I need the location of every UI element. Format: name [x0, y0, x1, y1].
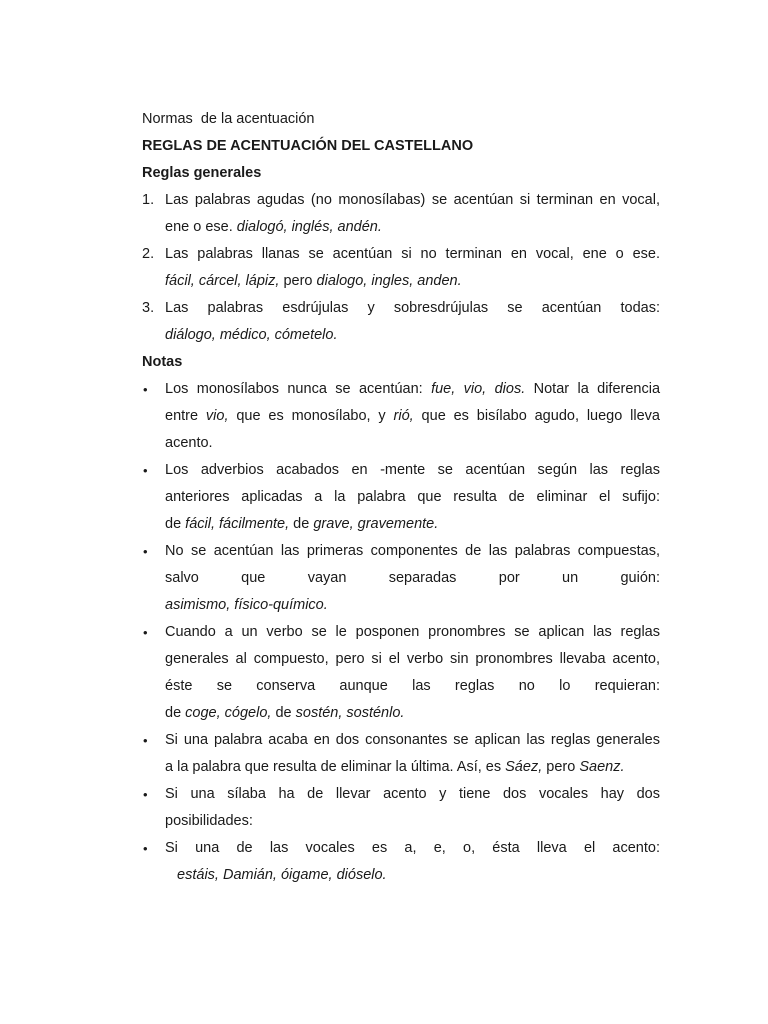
example-words: fue, vio, dios.	[431, 381, 526, 397]
text-line	[165, 457, 660, 484]
text-segment: generales al compuesto, pero si el verbo sin pronombres llevaba acento,	[165, 651, 660, 667]
general-rule-item	[142, 295, 660, 349]
text-line	[165, 241, 660, 268]
example-words: coge, cógelo,	[185, 705, 272, 721]
text-segment: acento.	[165, 435, 213, 451]
text-line	[165, 322, 660, 349]
example-words: vio,	[205, 408, 229, 424]
example-words: Saenz.	[579, 759, 625, 775]
general-rule-item	[142, 241, 660, 295]
general-rules-list	[142, 187, 660, 349]
text-segment: pero	[542, 759, 580, 775]
text-line	[165, 781, 660, 808]
bullet-icon: •	[143, 733, 148, 748]
text-line	[165, 592, 660, 619]
bullet-icon: •	[143, 382, 148, 397]
example-words: sostén, sosténlo.	[295, 705, 405, 721]
text-line	[165, 187, 660, 214]
notes-list	[142, 376, 660, 889]
text-line	[165, 646, 660, 673]
text-segment: Notar la diferencia	[525, 381, 661, 397]
text-segment: Si una sílaba ha de llevar acento y tiene dos vocales hay dos	[165, 786, 660, 802]
text-segment: Si una de las vocales es a, e, o, ésta lleva el acento:	[165, 840, 660, 856]
note-item	[142, 619, 660, 727]
bullet-icon: •	[143, 463, 148, 478]
text-line	[165, 700, 660, 727]
text-segment: de	[271, 705, 296, 721]
example-words: dialogo, ingles, anden.	[316, 273, 462, 289]
document-title: REGLAS DE ACENTUACIÓN DEL CASTELLANO	[142, 138, 474, 154]
example-words: grave, gravemente.	[313, 516, 439, 532]
text-segment: Las palabras agudas (no monosílabas) se acentúan si terminan en vocal,	[165, 192, 660, 208]
text-segment: de	[165, 705, 186, 721]
text-segment: No se acentúan las primeras componentes de las palabras compuestas,	[165, 543, 660, 559]
bullet-icon: •	[143, 787, 148, 802]
text-segment: éste se conserva aunque las reglas no lo requieran:	[165, 678, 660, 694]
note-item	[142, 538, 660, 619]
text-segment: Si una palabra acaba en dos consonantes se aplican las reglas generales	[165, 732, 660, 748]
text-segment: anteriores aplicadas a la palabra que resulta de eliminar el sufijo:	[165, 489, 660, 505]
text-segment: Los monosílabos nunca se acentúan:	[165, 381, 432, 397]
text-line	[165, 754, 660, 781]
text-segment: que es bisílabo agudo, luego lleva	[413, 408, 660, 424]
rule-number: 1.	[142, 192, 155, 208]
text-segment: Cuando a un verbo se le posponen pronombres se aplican las reglas	[165, 624, 660, 640]
text-line	[165, 835, 660, 862]
note-item	[142, 727, 660, 781]
text-line	[165, 484, 660, 511]
text-line	[165, 565, 660, 592]
text-segment: Las palabras llanas se acentúan si no terminan en vocal, ene o ese.	[165, 246, 660, 262]
example-words: estáis, Damián, óigame, dióselo.	[173, 867, 387, 883]
note-item	[142, 457, 660, 538]
example-words: diálogo, médico, cómetelo.	[165, 327, 338, 343]
example-words: fácil, fácilmente,	[185, 516, 290, 532]
text-segment: Las palabras esdrújulas y sobresdrújulas se acentúan todas:	[165, 300, 660, 316]
text-line	[165, 862, 660, 889]
rule-number: 2.	[142, 246, 155, 262]
rule-number: 3.	[142, 300, 155, 316]
example-words: dialogó, inglés, andén.	[236, 219, 382, 235]
bullet-icon: •	[143, 841, 148, 856]
text-line	[165, 511, 660, 538]
section-heading-general-rules: Reglas generales	[142, 165, 262, 181]
note-item	[142, 835, 660, 889]
bullet-icon: •	[143, 544, 148, 559]
text-line	[165, 403, 660, 430]
example-words: asimismo, físico-químico.	[165, 597, 328, 613]
text-line	[165, 430, 660, 457]
text-line	[165, 619, 660, 646]
document-subtitle: Normas de la acentuación	[142, 111, 315, 127]
text-segment: a la palabra que resulta de eliminar la última. Así, es	[165, 759, 506, 775]
document-page	[142, 106, 660, 889]
text-segment: salvo que vayan separadas por un guión:	[165, 570, 660, 586]
text-segment: Los adverbios acabados en -mente se acentúan según las reglas	[165, 462, 660, 478]
text-segment: ene o ese.	[165, 219, 237, 235]
bullet-icon: •	[143, 625, 148, 640]
note-item	[142, 376, 660, 457]
text-segment: que es monosílabo, y	[228, 408, 394, 424]
note-item	[142, 781, 660, 835]
example-words: rió,	[393, 408, 414, 424]
text-line	[165, 673, 660, 700]
text-segment: de	[165, 516, 186, 532]
text-line	[165, 295, 660, 322]
text-segment: posibilidades:	[165, 813, 253, 829]
text-line	[165, 808, 660, 835]
text-segment: de	[289, 516, 314, 532]
general-rule-item	[142, 187, 660, 241]
text-segment: pero	[283, 273, 317, 289]
section-heading-notes: Notas	[142, 354, 183, 370]
text-segment: entre	[165, 408, 206, 424]
example-words: fácil, cárcel, lápiz,	[165, 273, 284, 289]
text-line	[165, 214, 660, 241]
text-line	[165, 727, 660, 754]
example-words: Sáez,	[505, 759, 543, 775]
text-line	[165, 376, 660, 403]
text-line	[165, 538, 660, 565]
text-line	[165, 268, 660, 295]
